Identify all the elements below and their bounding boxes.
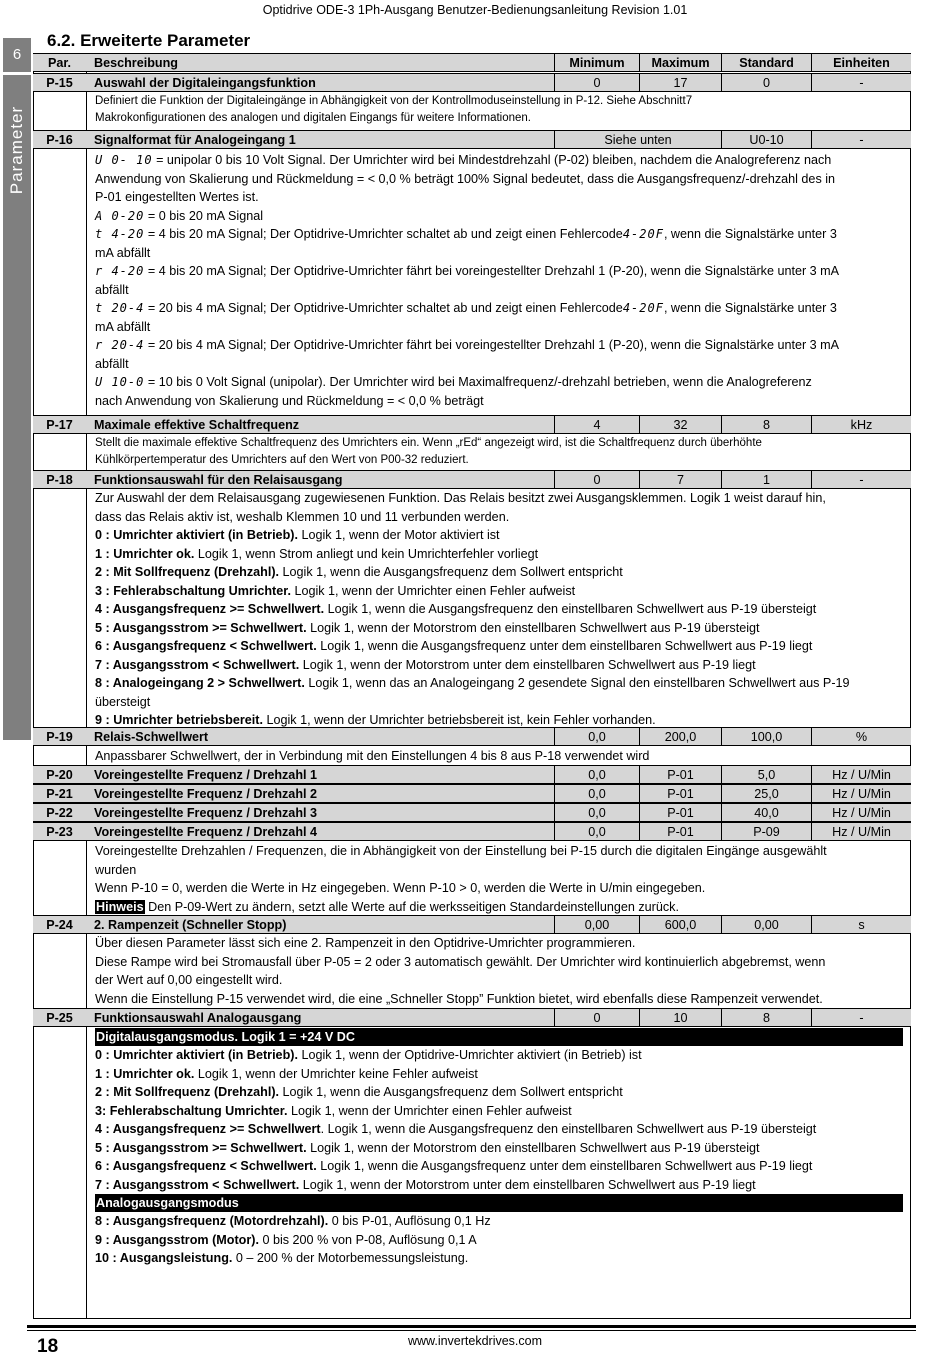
col-min: Minimum — [554, 54, 639, 71]
col-max: Maximum — [639, 54, 721, 71]
p16-description: U 0- 10 = unipolar 0 bis 10 Volt Signal. Der Umrichter wird bei Mindestdrehzahl (P-02) bleiben, nachdem die Analogreferenz nach Anwendung von Skalierung und Rückmeldung = < 0,0 % beträgt 100% Signal bedeutet, dass die Ausgangsfrequenz/-drehzahl des in P-01 eingestellten Wertes ist. A 0-20 = 0 bis 20 mA Signal t 4-20 = 4 bis 20 mA Signal; Der Optidrive-Umrichter schaltet ab und zeigt einen Fehlercode4-20F, wenn die Signalstärke unter 3 mA abfällt r 4-20 = 4 bis 20 mA Signal; Der Optidrive-Umrichter fährt bei voreingestellter Drehzahl 1 (P-20), wenn die Signalstärke unter 3 mA abfällt t 20-4 = 20 bis 4 mA Signal; Der Optidrive-Umrichter schaltet ab und zeigt einen Fehlercode4-20F, wenn die Signalstärke unter 3 mA abfällt r 20-4 = 20 bis 4 mA Signal; Der Optidrive-Umrichter fährt bei voreingestellter Drehzahl 1 (P-20), wenn die Signalstärke unter 3 mA abfällt U 10-0 = 10 bis 0 Volt Signal (unipolar). Der Umrichter wird bei Maximalfrequenz/-drehzahl betrieben, wenn die Analogreferenz nach Anwendung von Skalierung und Rückmeldung = < 0,0 % beträgt — [95, 153, 840, 408]
param-row-p15: P-15 Auswahl der Digitaleingangsfunktion 0 17 0 - — [33, 73, 911, 92]
relay-option: 3 : Fehlerabschaltung Umrichter. Logik 1, wenn der Umrichter einen Fehler aufweist — [95, 583, 576, 598]
p23-description: Voreingestellte Drehzahlen / Frequenzen, die in Abhängigkeit von der Einstellung bei P-15 durch die digitalen Eingänge ausgewählt wurden Wenn P-10 = 0, werden die Werte in Hz eingegeben. Wenn P-10 > 0, werden die Werte in U/min eingegeben. Hinweis Den P-09-Wert zu ändern, setzt alle Werte auf die werksseitigen Standardeinstellungen zurück. — [95, 844, 827, 914]
col-desc: Beschreibung — [94, 56, 178, 70]
chapter-tab — [3, 38, 31, 740]
analog-output-option: 10 : Ausgangsleistung. 0 – 200 % der Motorbemessungsleistung. — [95, 1251, 469, 1265]
analog-output-option: 9 : Ausgangsstrom (Motor). 0 bis 200 % von P-08, Auflösung 0,1 A — [95, 1232, 477, 1247]
relay-option: 1 : Umrichter ok. Logik 1, wenn Strom anliegt und kein Umrichterfehler vorliegt — [95, 546, 539, 561]
digital-output-option: 1 : Umrichter ok. Logik 1, wenn der Umrichter keine Fehler aufweist — [95, 1066, 478, 1081]
relay-option: 2 : Mit Sollfrequenz (Drehzahl). Logik 1, wenn die Ausgangsfrequenz dem Sollwert entspricht — [95, 565, 623, 579]
relay-option: 7 : Ausgangsstrom < Schwellwert. Logik 1, wenn der Motorstrom unter dem einstellbaren Schwellwert aus P-19 liegt — [95, 657, 756, 672]
relay-option: übersteigt — [95, 694, 151, 709]
chapter-label: Parameter — [7, 105, 26, 195]
relay-option: 8 : Analogeingang 2 > Schwellwert. Logik 1, wenn das an Analogeingang 2 gesendete Signal den einstellbaren Schwellwert aus P-19 — [95, 676, 850, 690]
param-row-p22: P-22 Voreingestellte Frequenz / Drehzahl 3 0,0 P-01 40,0 Hz / U/Min — [33, 803, 911, 822]
p24-description: Über diesen Parameter lässt sich eine 2. Rampenzeit in den Optidrive-Umrichter programmieren. Diese Rampe wird bei Stromausfall über P-05 = 2 oder 3 automatisch gewählt. Der Umrichter wird kontinuierlich abgebremst, wenn der Wert auf 0,00 eingestellt wird. Wenn die Einstellung P-15 verwendet wird, die eine „Schneller Stopp” Funktion bietet, wird ebenfalls diese Rampenzeit verwendet. — [95, 936, 826, 1006]
relay-option: 5 : Ausgangsstrom >= Schwellwert. Logik 1, wenn der Motorstrom den einstellbaren Schwellwert aus P-19 übersteigt — [95, 620, 760, 635]
relay-option: 6 : Ausgangsfrequenz < Schwellwert. Logik 1, wenn die Ausgangsfrequenz unter dem einstellbaren Schwellwert aus P-19 liegt — [95, 639, 813, 653]
p15-description: Definiert die Funktion der Digitaleingänge in Abhängigkeit von der Kontrollmoduseinstellung in P-12. Siehe Abschnitt7 Makrokonfigurationen des analogen und digitalen Eingangs für weitere Informationen. — [95, 95, 693, 124]
param-row-p23: P-23 Voreingestellte Frequenz / Drehzahl 4 0,0 P-01 P-09 Hz / U/Min — [33, 822, 911, 841]
digital-output-option: 4 : Ausgangsfrequenz >= Schwellwert. Logik 1, wenn die Ausgangsfrequenz den einstellbaren Schwellwert aus P-19 übersteigt — [95, 1122, 817, 1136]
col-par: Par. — [47, 56, 72, 70]
analog-output-option: 8 : Ausgangsfrequenz (Motordrehzahl). 0 bis P-01, Auflösung 0,1 Hz — [95, 1214, 491, 1228]
param-row-p24: P-24 2. Rampenzeit (Schneller Stopp) 0,00 600,0 0,00 s — [33, 915, 911, 934]
digital-output-option: 5 : Ausgangsstrom >= Schwellwert. Logik 1, wenn der Motorstrom den einstellbaren Schwellwert aus P-19 übersteigt — [95, 1140, 760, 1155]
digital-mode-heading: Digitalausgangsmodus. Logik 1 = +24 V DC — [95, 1028, 903, 1046]
relay-option: 4 : Ausgangsfrequenz >= Schwellwert. Logik 1, wenn die Ausgangsfrequenz den einstellbaren Schwellwert aus P-19 übersteigt — [95, 602, 817, 616]
param-row-p20: P-20 Voreingestellte Frequenz / Drehzahl 1 0,0 P-01 5,0 Hz / U/Min — [33, 765, 911, 784]
p25-analog-items — [95, 1212, 903, 1268]
relay-option: 9 : Umrichter betriebsbereit. Logik 1, wenn der Umrichter betriebsbereit ist, kein Fehler vorhanden. — [95, 713, 656, 727]
digital-output-option: 6 : Ausgangsfrequenz < Schwellwert. Logik 1, wenn die Ausgangsfrequenz unter dem einstellbaren Schwellwert aus P-19 liegt — [95, 1159, 813, 1173]
param-row-p25: P-25 Funktionsauswahl Analogausgang 0 10 8 - — [33, 1008, 911, 1027]
col-std: Standard — [721, 54, 811, 71]
digital-output-option: 2 : Mit Sollfrequenz (Drehzahl). Logik 1, wenn die Ausgangsfrequenz dem Sollwert entspricht — [95, 1085, 623, 1099]
note-label: Hinweis — [96, 899, 144, 914]
digital-output-option: 0 : Umrichter aktiviert (in Betrieb). Logik 1, wenn der Optidrive-Umrichter aktiviert (in Betrieb) ist — [95, 1048, 642, 1062]
table-header-row — [33, 53, 911, 72]
col-unit: Einheiten — [811, 54, 911, 71]
p19-description: Anpassbarer Schwellwert, der in Verbindung mit den Einstellungen 4 bis 8 aus P-18 verwendet wird — [95, 749, 650, 763]
digital-output-option: 7 : Ausgangsstrom < Schwellwert. Logik 1, wenn der Motorstrom unter dem einstellbaren Schwellwert aus P-19 liegt — [95, 1177, 756, 1192]
page-header: Optidrive ODE-3 1Ph-Ausgang Benutzer-Bedienungsanleitung Revision 1.01 — [262, 3, 688, 17]
analog-mode-heading: Analogausgangsmodus — [95, 1194, 903, 1212]
p18-description: Zur Auswahl der dem Relaisausgang zugewiesenen Funktion. Das Relais besitzt zwei Ausgangsklemmen. Logik 1 weist darauf hin, dass das Relais aktiv ist, weshalb Klemmen 10 und 11 verbunden werden. 0 : Umrichter aktiviert (in Betrieb). Logik 1, wenn der Motor aktiviert ist 1 : Umrichter ok. Logik 1, wenn Strom anliegt und kein Umrichterfehler vorliegt 2 : Mit Sollfrequenz (Drehzahl). Logik 1, wenn die Ausgangsfrequenz dem Sollwert entspricht 3 : Fehlerabschaltung Umrichter. Logik 1, wenn der Umrichter einen Fehler aufweist 4 : Ausgangsfrequenz >= Schwellwert. Logik 1, wenn die Ausgangsfrequenz den einstellbaren Schwellwert aus P-19 übersteigt 5 : Ausgangsstrom >= Schwellwert. Logik 1, wenn der Motorstrom den einstellbaren Schwellwert aus P-19 übersteigt 6 : Ausgangsfrequenz < Schwellwert. Logik 1, wenn die Ausgangsfrequenz unter dem einstellbaren Schwellwert aus P-19 liegt 7 : Ausgangsstrom < Schwellwert. Logik 1, wenn der Motorstrom unter dem einstellbaren Schwellwert aus P-19 liegt 8 : Analogeingang 2 > Schwellwert. Logik 1, wenn das an Analogeingang 2 gesendete Signal den einstellbaren Schwellwert aus P-19 übersteigt 9 : Umrichter betriebsbereit. Logik 1, wenn der Umrichter betriebsbereit ist, kein Fehler vorhanden. — [95, 489, 903, 730]
param-row-p21: P-21 Voreingestellte Frequenz / Drehzahl 2 0,0 P-01 25,0 Hz / U/Min — [33, 784, 911, 803]
digital-output-option: 3: Fehlerabschaltung Umrichter. Logik 1, wenn der Umrichter einen Fehler aufweist — [95, 1103, 572, 1118]
section-title: 6.2. Erweiterte Parameter — [47, 31, 251, 50]
relay-option: 0 : Umrichter aktiviert (in Betrieb). Logik 1, wenn der Motor aktiviert ist — [95, 528, 500, 542]
param-row-p19: P-19 Relais-Schwellwert 0,0 200,0 100,0 % — [33, 727, 911, 746]
param-row-p17: P-17 Maximale effektive Schaltfrequenz 4 32 8 kHz — [33, 415, 911, 434]
param-row-p18: P-18 Funktionsauswahl für den Relaisausgang 0 7 1 - — [33, 470, 911, 489]
p25-digital-items — [95, 1046, 903, 1194]
footer-url[interactable]: www.invertekdrives.com — [407, 1334, 543, 1348]
p17-description: Stellt die maximale effektive Schaltfrequenz des Umrichters ein. Wenn „rEd“ angezeigt wird, ist die Schaltfrequenz durch überhöhte Kühlkörpertemperatur des Umrichters auf den Wert von P00-32 reduziert. — [95, 437, 762, 466]
param-row-p16: P-16 Signalformat für Analogeingang 1 Siehe unten U0-10 - — [33, 130, 911, 149]
chapter-number: 6 — [12, 46, 22, 63]
page-number: 18 — [37, 1336, 59, 1357]
